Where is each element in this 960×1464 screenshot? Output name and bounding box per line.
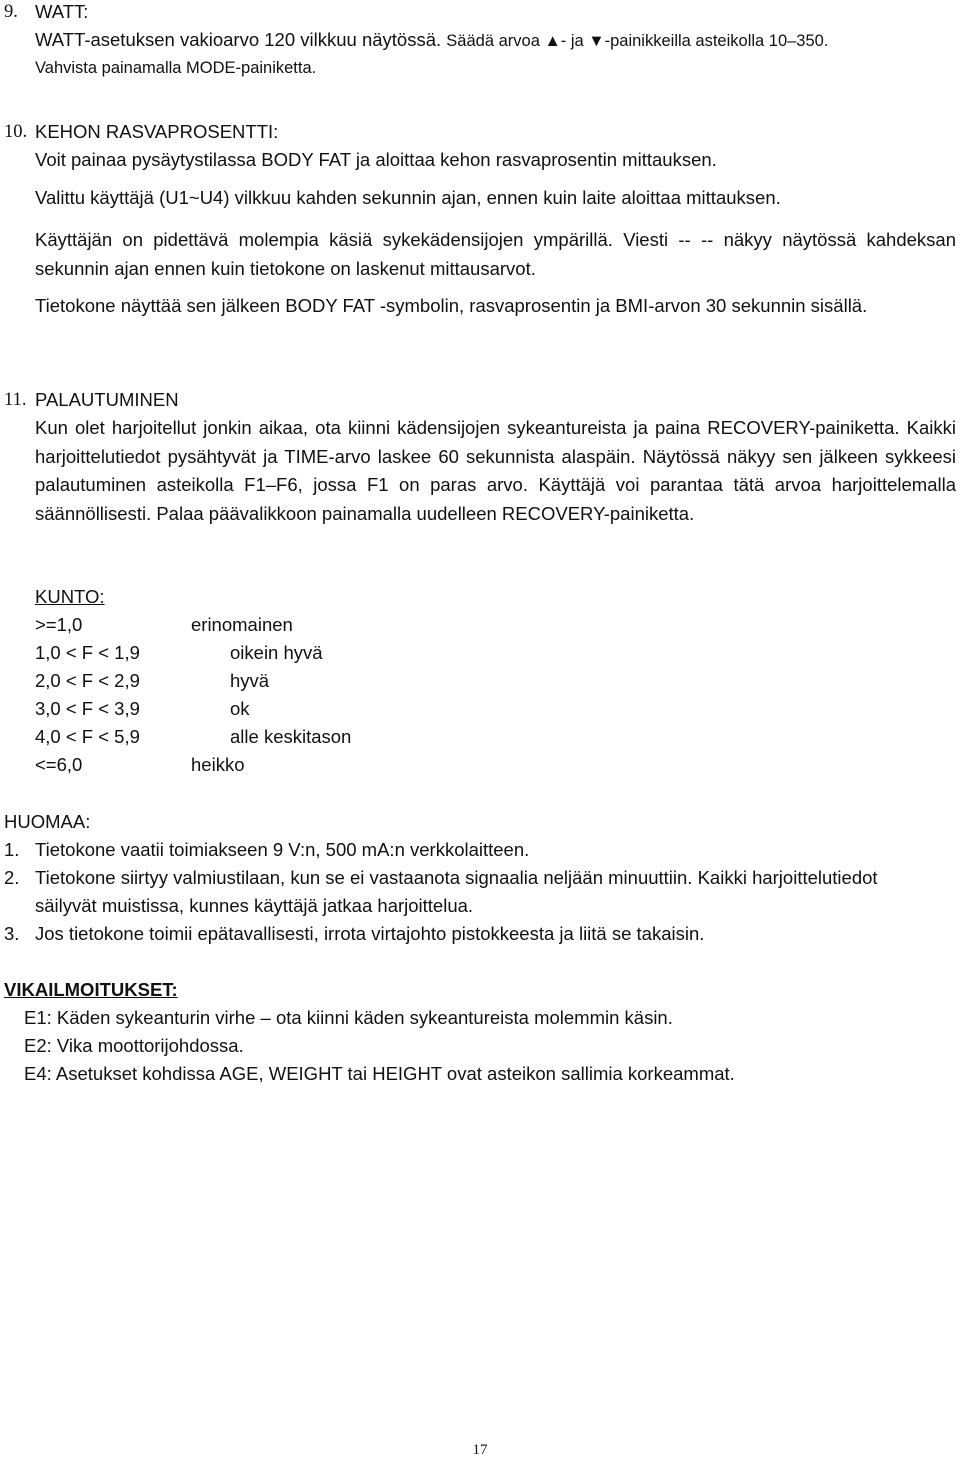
kunto-rating: hyvä [230,670,270,691]
section-10-p1: Voit painaa pysäytystilassa BODY FAT ja aloittaa kehon rasvaprosentin mittauksen. [35,149,717,170]
vika-item: E2: Vika moottorijohdossa. [24,1035,244,1056]
section-9-line1 [35,26,828,55]
huomaa-item-number: 2. [4,867,20,888]
kunto-condition: 3,0 < F < 3,9 [35,698,140,719]
section-10-p4: Tietokone näyttää sen jälkeen BODY FAT -symbolin, rasvaprosentin ja BMI-arvon 30 sekunnin sisällä. [35,295,868,316]
huomaa-item-number: 1. [4,839,20,860]
kunto-rating: alle keskitason [230,726,352,747]
section-9-line1-b: Säädä arvoa ▲- ja ▼-painikkeilla asteikolla 10–350. [446,32,829,50]
huomaa-item-text: Jos tietokone toimii epätavallisesti, irrota virtajohto pistokkeesta ja liitä se takaisin. [35,923,705,944]
kunto-heading: KUNTO: [35,586,105,607]
section-11-number: 11. [4,390,27,410]
page-number: 17 [472,1442,488,1458]
huomaa-item-number: 3. [4,923,20,944]
section-11-title: PALAUTUMINEN [35,389,179,410]
kunto-condition: 4,0 < F < 5,9 [35,726,140,747]
section-9-title: WATT: [35,1,89,22]
huomaa-item-text: Tietokone siirtyy valmiustilaan, kun se ei vastaanota signaalia neljään minuuttiin. Kaikki harjoittelutiedot säilyvät muistissa, kunnes käyttäjä jatkaa harjoittelua. [35,867,878,916]
vika-item: E4: Asetukset kohdissa AGE, WEIGHT tai HEIGHT ovat asteikon sallimia korkeammat. [24,1063,735,1084]
section-9-line1-a: WATT-asetuksen vakioarvo 120 vilkkuu näytössä. [35,29,442,50]
kunto-rating: erinomainen [191,614,293,635]
kunto-condition: 2,0 < F < 2,9 [35,670,140,691]
kunto-condition: <=6,0 [35,754,83,775]
kunto-rating: ok [230,698,250,719]
kunto-rating: oikein hyvä [230,642,323,663]
section-11-body: Kun olet harjoitellut jonkin aikaa, ota kiinni kädensijojen sykeantureista ja paina RECOVERY-painiketta. Kaikki harjoittelutiedot pysähtyvät ja TIME-arvo laskee 60 sekunnista alaspäin. Näytössä näkyy sen jälkeen sykkeesi palautuminen asteikolla F1–F6, jossa F1 on paras arvo. Käyttäjä voi parantaa tätä arvoa harjoittelemalla säännöllisesti. Palaa päävalikkoon painamalla uudelleen RECOVERY-painiketta. [35,417,956,524]
section-9-line2: Vahvista painamalla MODE-painiketta. [35,59,317,77]
huomaa-heading: HUOMAA: [4,811,91,832]
section-9-number: 9. [4,2,18,22]
section-10-p3: Käyttäjän on pidettävä molempia käsiä sykekädensijojen ympärillä. Viesti -- -- näkyy näytössä kahdeksan sekunnin ajan ennen kuin tietokone on laskenut mittausarvot. [35,229,956,279]
kunto-rating: heikko [191,754,245,775]
section-10-title: KEHON RASVAPROSENTTI: [35,121,279,142]
kunto-condition: >=1,0 [35,614,83,635]
section-10-p2: Valittu käyttäjä (U1~U4) vilkkuu kahden sekunnin ajan, ennen kuin laite aloittaa mittauksen. [35,187,781,208]
huomaa-item-text: Tietokone vaatii toimiakseen 9 V:n, 500 mA:n verkkolaitteen. [35,839,530,860]
vika-heading: VIKAILMOITUKSET: [4,979,178,1000]
vika-item: E1: Käden sykeanturin virhe – ota kiinni käden sykeantureista molemmin käsin. [24,1007,673,1028]
kunto-condition: 1,0 < F < 1,9 [35,642,140,663]
section-10-number: 10. [4,122,28,142]
